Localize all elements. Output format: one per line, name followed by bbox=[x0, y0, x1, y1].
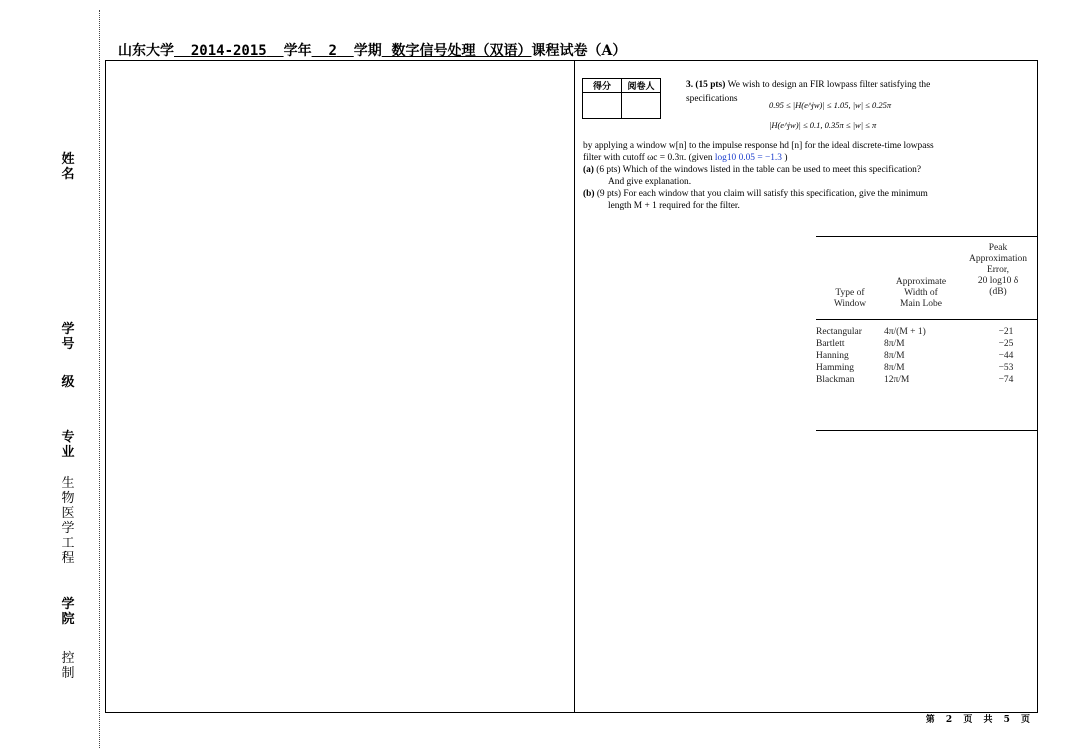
peak-error-cell: −44 bbox=[998, 351, 1014, 361]
table-header-rule bbox=[816, 319, 1037, 320]
window-type-cell: Hanning bbox=[816, 351, 849, 361]
major-value: 生 物 医 学 工 程 bbox=[61, 476, 75, 566]
main-lobe-width-cell: 8π/M bbox=[884, 339, 905, 349]
main-lobe-width-cell: 12π/M bbox=[884, 375, 910, 385]
main-lobe-width-cell: 8π/M bbox=[884, 351, 905, 361]
question-points: (15 pts) bbox=[695, 80, 726, 90]
exam-header bbox=[118, 40, 626, 60]
main-lobe-width-cell: 8π/M bbox=[884, 363, 905, 373]
peak-error-cell: −25 bbox=[998, 339, 1014, 349]
score-cell[interactable] bbox=[583, 93, 622, 119]
academic-year: 2014-2015 bbox=[190, 43, 267, 59]
semester-number: 2 bbox=[328, 43, 337, 59]
score-table bbox=[582, 78, 661, 119]
window-type-cell: Blackman bbox=[816, 375, 855, 385]
part-a: (a) (6 pts) Which of the windows listed in the table can be used to meet this specification? bbox=[583, 165, 922, 175]
given-value: log10 0.05 = −1.3 bbox=[714, 153, 782, 163]
question-line-4: filter with cutoff ωc = 0.3π. (given log10 0.05 = −1.3 ) bbox=[583, 153, 788, 163]
grader-cell[interactable] bbox=[622, 93, 661, 119]
binding-line bbox=[99, 10, 100, 748]
peak-error-cell: −53 bbox=[998, 363, 1014, 373]
col-header-error: Peak Approximation Error, 20 log10 δ (dB) bbox=[968, 243, 1028, 297]
spec-stopband: |H(e^jw)| ≤ 0.1, 0.35π ≤ |w| ≤ π bbox=[769, 120, 877, 130]
exam-title: 课程试卷（A） bbox=[531, 43, 627, 59]
col-header-width: Approximate Width of Main Lobe bbox=[895, 277, 947, 309]
question-number: 3. bbox=[686, 80, 694, 90]
window-type-cell: Hamming bbox=[816, 363, 854, 373]
part-b: (b) (9 pts) For each window that you claim will satisfy this specification, give the minimum bbox=[583, 189, 928, 199]
course-name: 数字信号处理（双语） bbox=[391, 43, 532, 59]
major-label: 专 业 bbox=[61, 430, 75, 460]
student-id-label: 学 号 bbox=[61, 322, 75, 352]
semester-suffix: 学期 bbox=[353, 43, 382, 59]
part-a-cont: And give explanation. bbox=[608, 177, 692, 187]
college-label: 学 院 bbox=[61, 597, 75, 627]
page-footer: 第 2 页 共 5 页 bbox=[925, 715, 1034, 725]
specifications-label: specifications bbox=[686, 94, 738, 104]
col-header-type: Type of Window bbox=[833, 288, 867, 309]
university-name: 山东大学 bbox=[118, 43, 174, 59]
grader-header: 阅卷人 bbox=[622, 79, 661, 93]
spec-passband: 0.95 ≤ |H(e^jw)| ≤ 1.05, |w| ≤ 0.25π bbox=[769, 100, 892, 110]
question-line-3: by applying a window w[n] to the impulse response hd [n] for the ideal discrete-time lowpass bbox=[583, 141, 934, 151]
question-intro bbox=[686, 79, 930, 91]
question-intro-text: We wish to design an FIR lowpass filter satisfying the bbox=[727, 80, 931, 90]
part-b-cont: length M + 1 required for the filter. bbox=[608, 201, 740, 211]
column-divider bbox=[574, 60, 575, 712]
window-type-cell: Bartlett bbox=[816, 339, 845, 349]
score-header: 得分 bbox=[583, 79, 622, 93]
peak-error-cell: −74 bbox=[998, 375, 1014, 385]
window-type-cell: Rectangular bbox=[816, 327, 862, 337]
college-value: 控 制 bbox=[61, 651, 75, 681]
peak-error-cell: −21 bbox=[998, 327, 1014, 337]
window-table bbox=[816, 236, 1038, 431]
main-lobe-width-cell: 4π/(M + 1) bbox=[884, 327, 926, 337]
class-label: 级 bbox=[61, 375, 75, 390]
year-suffix: 学年 bbox=[283, 43, 312, 59]
name-label: 姓 名 bbox=[61, 152, 75, 182]
